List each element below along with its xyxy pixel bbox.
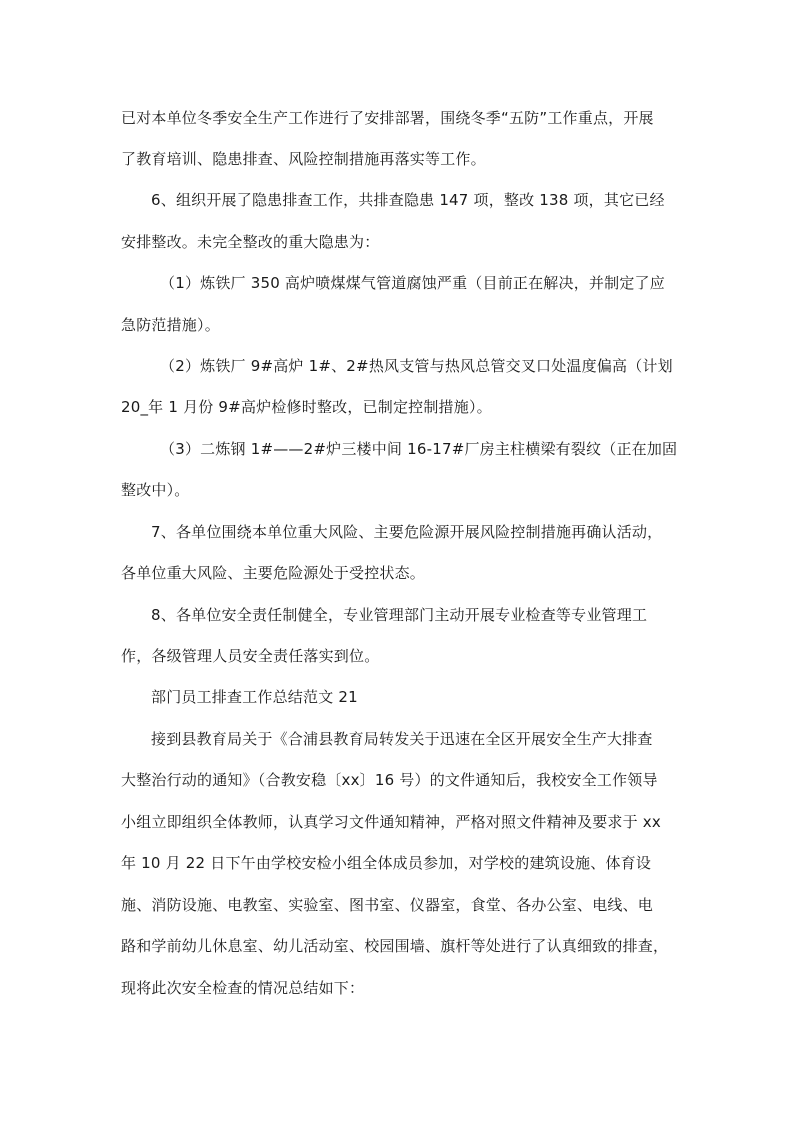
text-line: 20_年 1 月份 9#高炉检修时整改，已制定控制措施）。 xyxy=(121,398,492,416)
text-line: （1）炼铁厂 350 高炉喷煤煤气管道腐蚀严重（目前正在解决，并制定了应 xyxy=(160,274,665,292)
text-line: 整改中）。 xyxy=(121,481,190,499)
text-line: 6、组织开展了隐患排查工作，共排查隐患 147 项，整改 138 项，其它已经 xyxy=(151,191,665,209)
text-line: （2）炼铁厂 9#高炉 1#、2#热风支管与热风总管交叉口处温度偏高（计划 xyxy=(160,357,673,375)
text-line: 施、消防设施、电教室、实验室、图书室、仪器室，食堂、各办公室、电线、电 xyxy=(121,896,654,914)
text-line: 安排整改。未完全整改的重大隐患为： xyxy=(121,233,380,251)
section-heading: 部门员工排查工作总结范文 21 xyxy=(151,688,358,706)
text-line: 年 10 月 22 日下午由学校安检小组全体成员参加，对学校的建筑设施、体育设 xyxy=(121,854,652,872)
text-line: 现将此次安全检查的情况总结如下： xyxy=(121,979,365,997)
text-line: 作，各级管理人员安全责任落实到位。 xyxy=(121,647,380,665)
text-line: 路和学前幼儿休息室、幼儿活动室、校园围墙、旗杆等处进行了认真细致的排查， xyxy=(121,937,669,955)
text-line: 接到县教育局关于《合浦县教育局转发关于迅速在全区开展安全生产大排查 xyxy=(151,730,653,748)
text-line: 小组立即组织全体教师，认真学习文件通知精神，严格对照文件精神及要求于 xx xyxy=(121,813,661,831)
text-line: 急防范措施）。 xyxy=(121,316,220,334)
text-line: 7、各单位围绕本单位重大风险、主要危险源开展风险控制措施再确认活动， xyxy=(151,523,663,541)
text-line: （3）二炼钢 1#——2#炉三楼中间 16-17#厂房主柱横梁有裂纹（正在加固 xyxy=(160,440,678,458)
text-line: 了教育培训、隐患排查、风险控制措施再落实等工作。 xyxy=(121,150,486,168)
text-line: 各单位重大风险、主要危险源处于受控状态。 xyxy=(121,564,426,582)
text-line: 已对本单位冬季安全生产工作进行了安排部署，围绕冬季“五防”工作重点，开展 xyxy=(121,109,654,127)
text-line: 大整治行动的通知》（合教安稳〔xx〕16 号）的文件通知后，我校安全工作领导 xyxy=(121,771,658,789)
text-line: 8、各单位安全责任制健全，专业管理部门主动开展专业检查等专业管理工 xyxy=(151,606,648,624)
